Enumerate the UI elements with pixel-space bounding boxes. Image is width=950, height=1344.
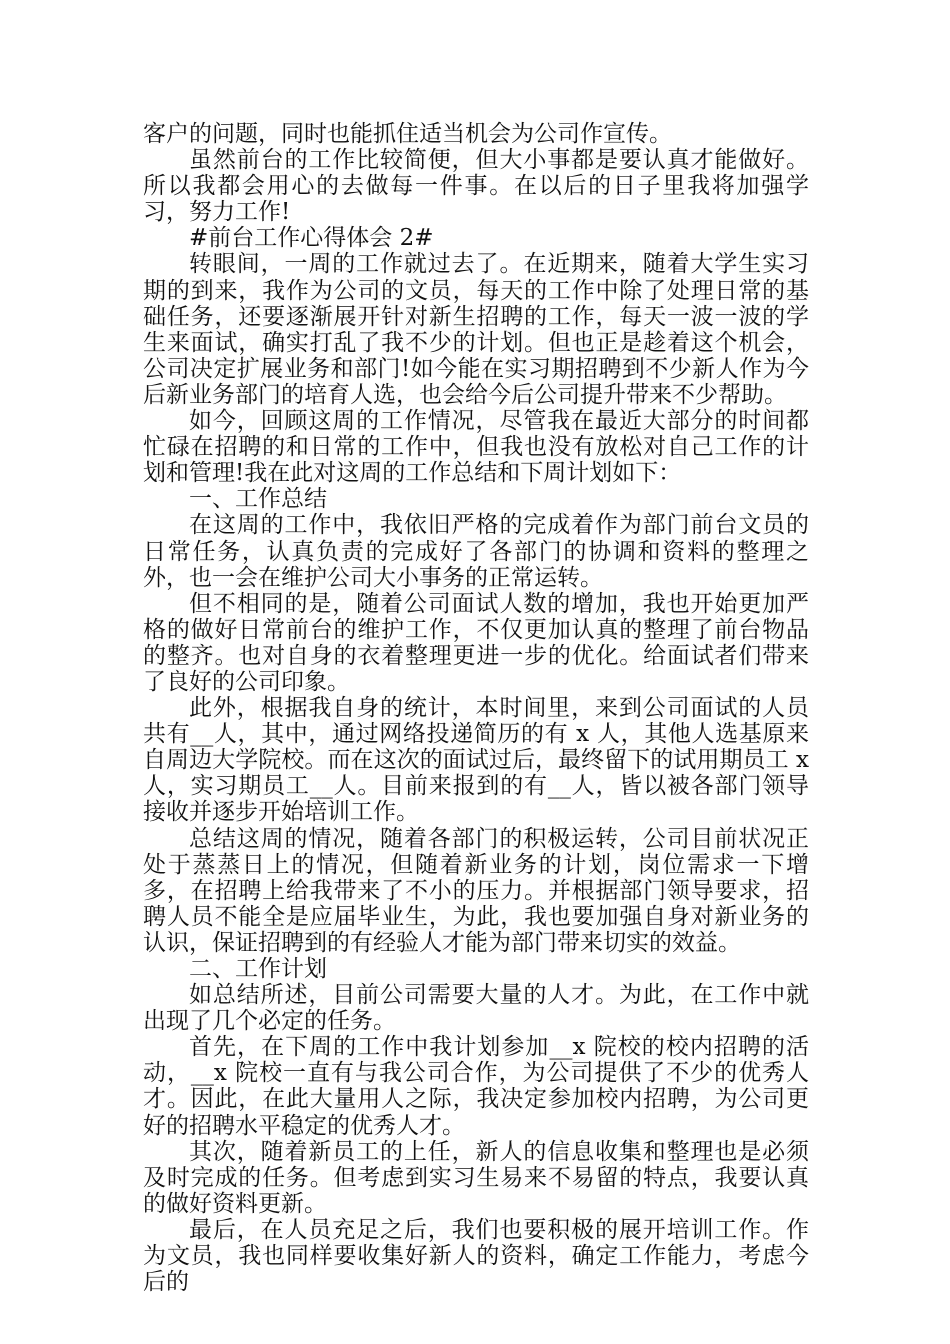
paragraph: 如今，回顾这周的工作情况，尽管我在最近大部分的时间都忙碌在招聘的和日常的工作中，但我也没有放松对自己工作的计划和管理!我在此对这周的工作总结和下周计划如下： [143, 408, 809, 487]
document-body [143, 121, 809, 1295]
paragraph: 此外，根据我自身的统计，本时间里，来到公司面试的人员共有__人，其中，通过网络投递简历的有 x 人，其他人选基原来自周边大学院校。而在这次的面试过后，最终留下的试用期员工 x 人，实习期员工__人。目前来报到的有__人，皆以被各部门领导接收并逐步开始培训工作。 [143, 695, 809, 826]
paragraph: 最后，在人员充足之后，我们也要积极的展开培训工作。作为文员，我也同样要收集好新人的资料，确定工作能力，考虑今后的 [143, 1216, 809, 1296]
section-heading: 一、工作总结 [189, 486, 327, 513]
paragraph: 如总结所述，目前公司需要大量的人才。为此，在工作中就出现了几个必定的任务。 [143, 982, 809, 1035]
paragraph: 客户的问题，同时也能抓住适当机会为公司作宣传。 [143, 121, 672, 147]
paragraph: 首先，在下周的工作中我计划参加__x 院校的校内招聘的活动，__x 院校一直有与我公司合作，为公司提供了不少的优秀人才。因此，在此大量用人之际，我决定参加校内招聘，为公司更好的招聘水平稳定的优秀人才。 [143, 1034, 809, 1139]
paragraph: 但不相同的是，随着公司面试人数的增加，我也开始更加严格的做好日常前台的维护工作，不仅更加认真的整理了前台物品的整齐。也对自身的衣着整理更进一步的优化。给面试者们带来了良好的公司印象。 [143, 590, 809, 695]
paragraph: 虽然前台的工作比较简便，但大小事都是要认真才能做好。所以我都会用心的去做每一件事。在以后的日子里我将加强学习，努力工作! [143, 147, 809, 226]
section-heading: 二、工作计划 [189, 956, 327, 982]
paragraph: 转眼间，一周的工作就过去了。在近期来，随着大学生实习期的到来，我作为公司的文员，每天的工作中除了处理日常的基础任务，还要逐渐展开针对新生招聘的工作，每天一波一波的学生来面试，确实打乱了我不少的计划。但也正是趁着这个机会，公司决定扩展业务和部门!如今能在实习期招聘到不少新人作为今后新业务部门的培育人选，也会给今后公司提升带来不少帮助。 [143, 251, 809, 408]
paragraph: 其次，随着新员工的上任，新人的信息收集和整理也是必须及时完成的任务。但考虑到实习生易来不易留的特点，我要认真的做好资料更新。 [143, 1138, 809, 1217]
paragraph: 总结这周的情况，随着各部门的积极运转，公司目前状况正处于蒸蒸日上的情况，但随着新业务的计划，岗位需求一下增多，在招聘上给我带来了不小的压力。并根据部门领导要求，招聘人员不能全是应届毕业生，为此，我也要加强自身对新业务的认识，保证招聘到的有经验人才能为部门带来切实的效益。 [143, 825, 809, 956]
section-heading: #前台工作心得体会 2# [189, 225, 434, 252]
paragraph: 在这周的工作中，我依旧严格的完成着作为部门前台文员的日常任务，认真负责的完成好了各部门的协调和资料的整理之外，也一会在维护公司大小事务的正常运转。 [143, 512, 809, 591]
